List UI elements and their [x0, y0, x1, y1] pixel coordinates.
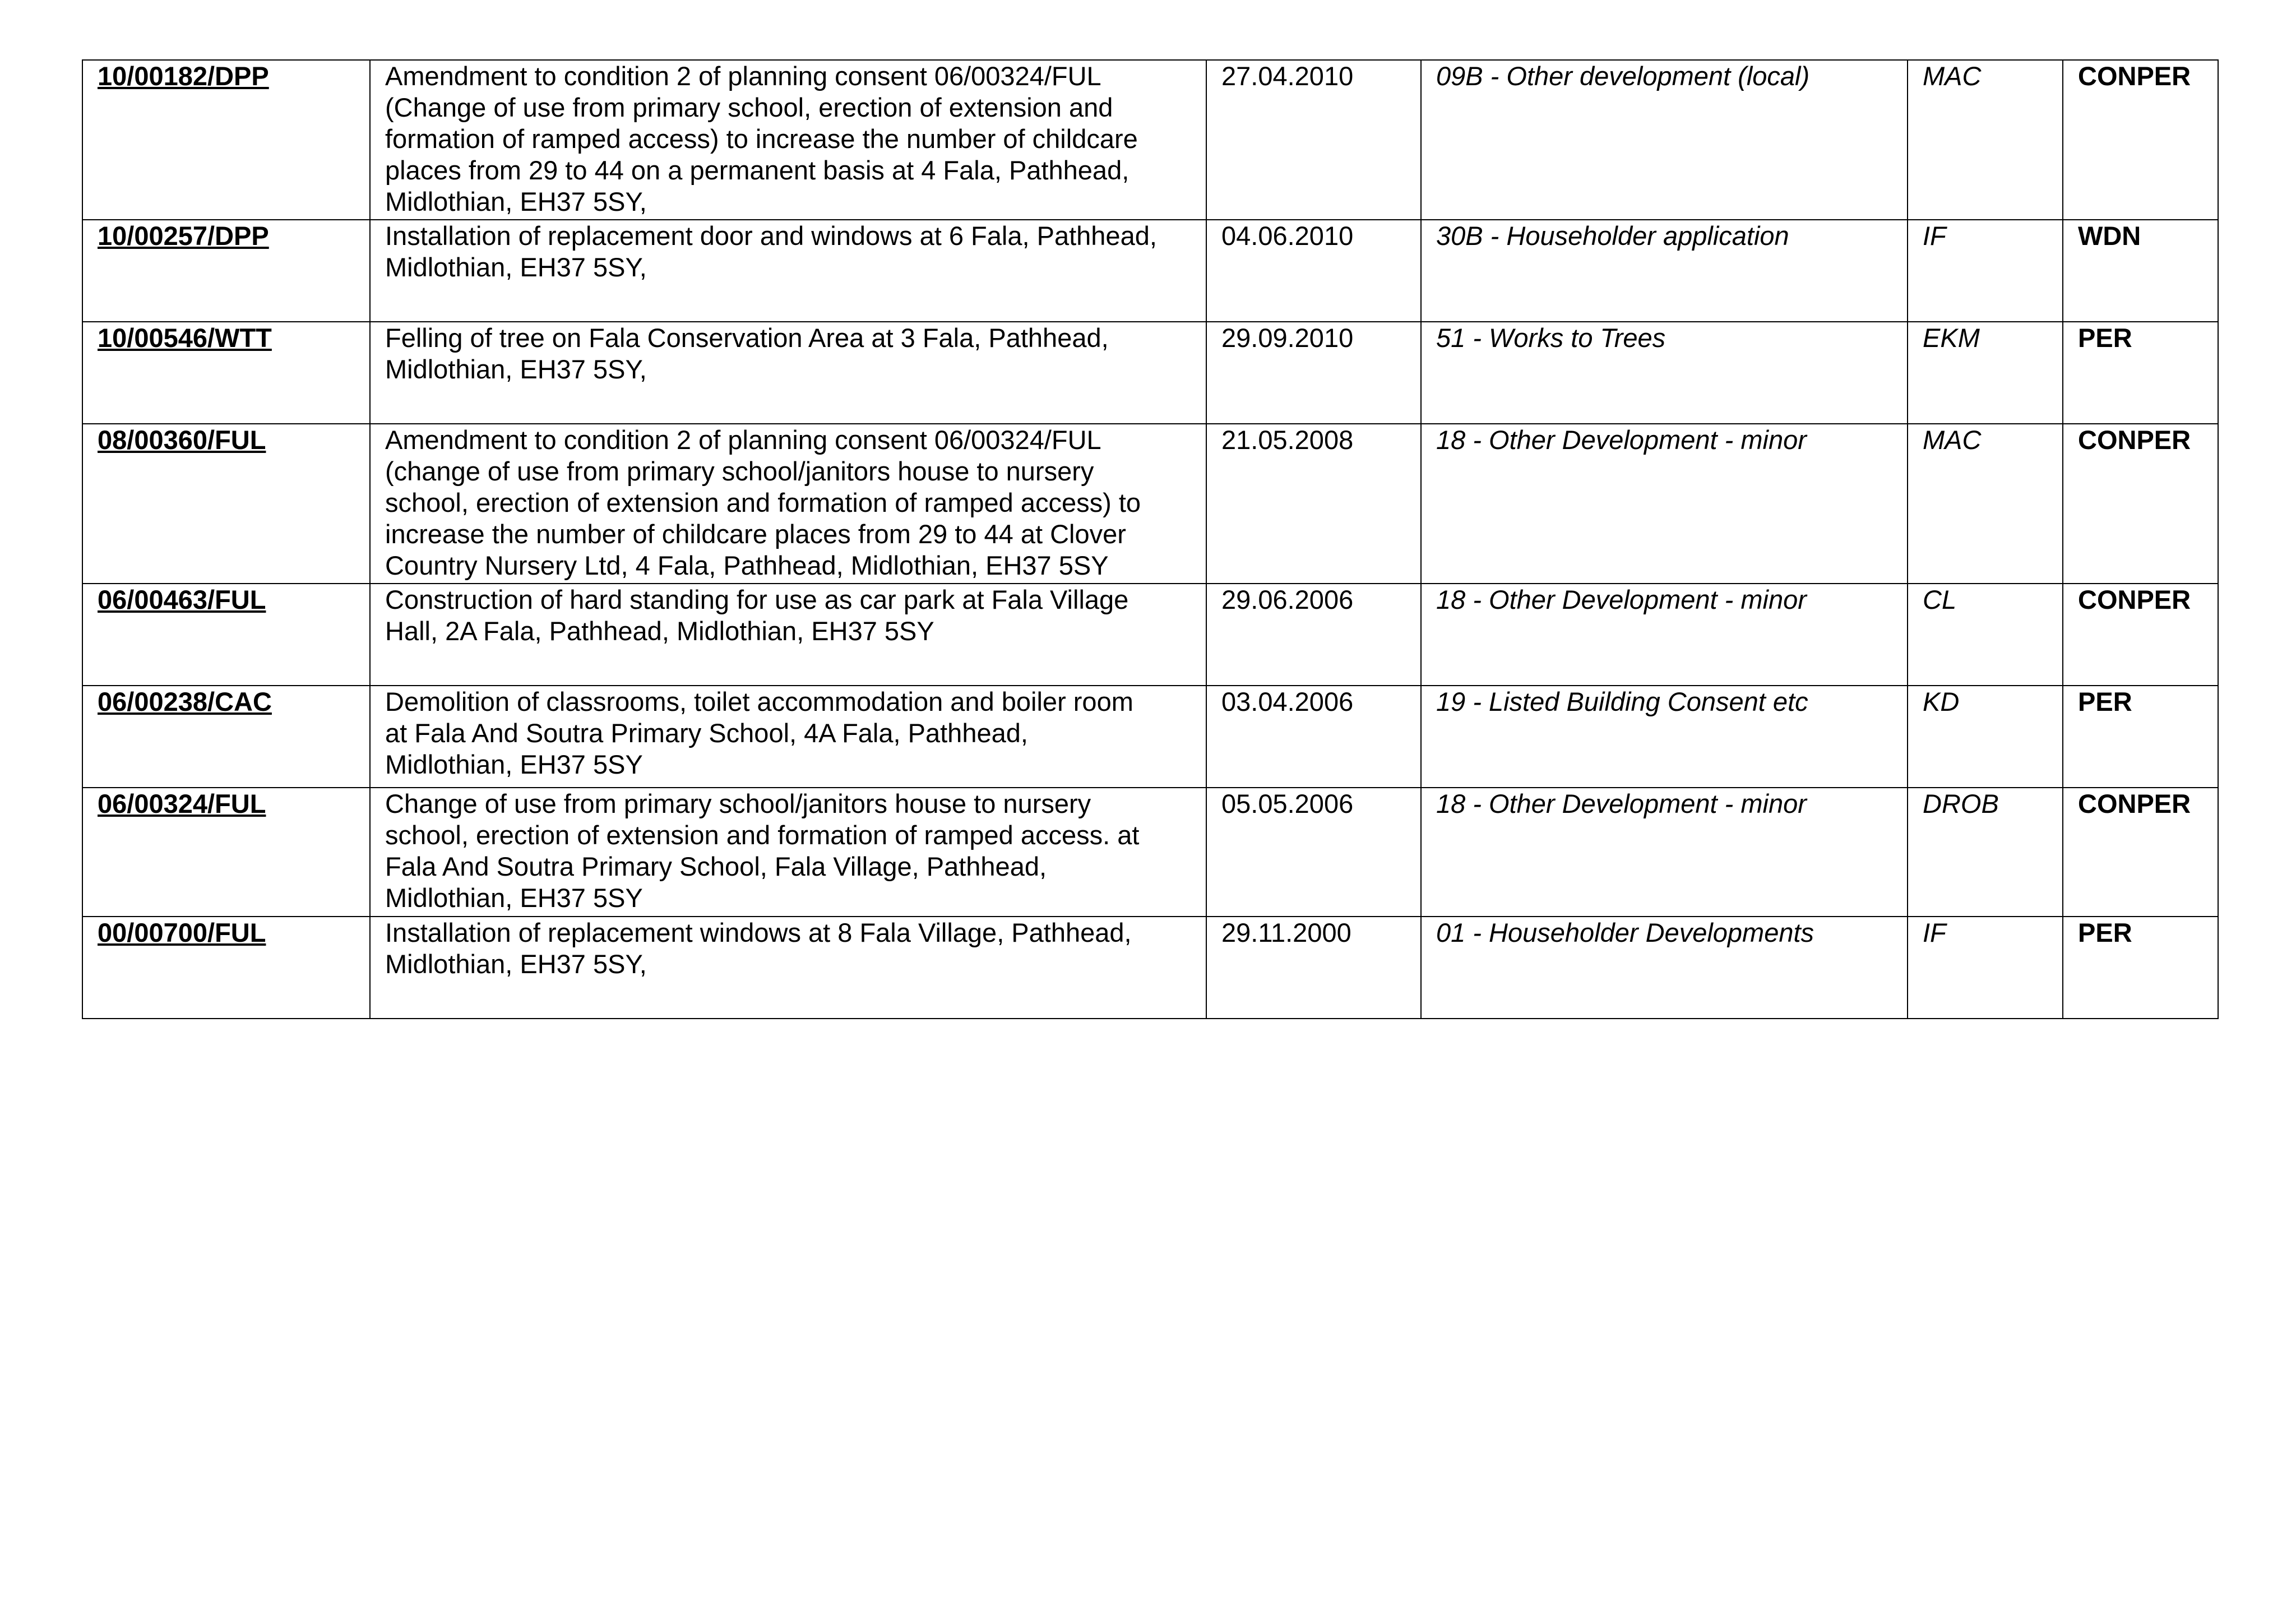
application-date: 29.06.2006: [1221, 585, 1354, 614]
decision-cell: [2063, 584, 2218, 686]
decision-cell: [2063, 424, 2218, 584]
case-officer: IF: [1923, 918, 1946, 947]
decision-code: PER: [2078, 918, 2132, 947]
application-reference-link[interactable]: 10/00546/WTT: [98, 323, 272, 353]
table-row: [82, 220, 2218, 322]
case-officer: DROB: [1923, 789, 1999, 818]
table-row: [82, 322, 2218, 424]
application-type: 18 - Other Development - minor: [1436, 425, 1807, 455]
table-row: [82, 788, 2218, 917]
type-cell: [1421, 322, 1908, 424]
description-line: places from 29 to 44 on a permanent basis at 4 Fala, Pathhead,: [385, 155, 1130, 185]
officer-cell: [1908, 686, 2063, 788]
description-line: school, erection of extension and formation of ramped access. at: [385, 820, 1140, 850]
case-officer: MAC: [1923, 61, 1982, 91]
description-line: Construction of hard standing for use as car park at Fala Village: [385, 585, 1129, 614]
application-reference-link[interactable]: 00/00700/FUL: [98, 918, 266, 947]
decision-cell: [2063, 322, 2218, 424]
reference-cell: [82, 60, 370, 220]
decision-code: CONPER: [2078, 789, 2191, 818]
application-date: 27.04.2010: [1221, 61, 1354, 91]
application-type: 01 - Householder Developments: [1436, 918, 1814, 947]
reference-cell: [82, 686, 370, 788]
application-type: 18 - Other Development - minor: [1436, 585, 1807, 614]
application-reference-link[interactable]: 10/00182/DPP: [98, 61, 269, 91]
description-line: Installation of replacement door and windows at 6 Fala, Pathhead,: [385, 221, 1157, 251]
case-officer: KD: [1923, 687, 1960, 716]
table-row: [82, 60, 2218, 220]
decision-code: CONPER: [2078, 585, 2191, 614]
officer-cell: [1908, 60, 2063, 220]
decision-code: PER: [2078, 323, 2132, 353]
description-cell: [370, 686, 1206, 788]
description-cell: [370, 788, 1206, 917]
decision-code: WDN: [2078, 221, 2141, 251]
decision-cell: [2063, 60, 2218, 220]
description-line: Demolition of classrooms, toilet accommodation and boiler room: [385, 687, 1133, 716]
table-row: [82, 424, 2218, 584]
reference-cell: [82, 322, 370, 424]
description-line: Installation of replacement windows at 8 Fala Village, Pathhead,: [385, 918, 1132, 947]
description-line: (Change of use from primary school, erection of extension and: [385, 92, 1113, 122]
description-line: Felling of tree on Fala Conservation Area at 3 Fala, Pathhead,: [385, 323, 1109, 353]
type-cell: [1421, 424, 1908, 584]
date-cell: [1206, 424, 1421, 584]
table-row: [82, 584, 2218, 686]
date-cell: [1206, 220, 1421, 322]
description-cell: [370, 322, 1206, 424]
description-line: increase the number of childcare places from 29 to 44 at Clover: [385, 519, 1126, 549]
description-line: Amendment to condition 2 of planning consent 06/00324/FUL: [385, 61, 1101, 91]
application-type: 30B - Householder application: [1436, 221, 1789, 251]
case-officer: EKM: [1923, 323, 1980, 353]
officer-cell: [1908, 424, 2063, 584]
type-cell: [1421, 788, 1908, 917]
description-line: Change of use from primary school/janitors house to nursery: [385, 789, 1091, 818]
description-line: Fala And Soutra Primary School, Fala Village, Pathhead,: [385, 852, 1047, 881]
description-line: Midlothian, EH37 5SY,: [385, 187, 647, 216]
date-cell: [1206, 60, 1421, 220]
description-cell: [370, 917, 1206, 1019]
type-cell: [1421, 917, 1908, 1019]
application-reference-link[interactable]: 06/00463/FUL: [98, 585, 266, 614]
case-officer: MAC: [1923, 425, 1982, 455]
decision-cell: [2063, 788, 2218, 917]
application-reference-link[interactable]: 06/00238/CAC: [98, 687, 272, 716]
decision-cell: [2063, 686, 2218, 788]
reference-cell: [82, 917, 370, 1019]
table-body: [82, 60, 2218, 1019]
date-cell: [1206, 686, 1421, 788]
decision-code: PER: [2078, 687, 2132, 716]
reference-cell: [82, 424, 370, 584]
description-line: (change of use from primary school/janitors house to nursery: [385, 456, 1094, 486]
application-type: 18 - Other Development - minor: [1436, 789, 1807, 818]
description-cell: [370, 60, 1206, 220]
description-line: formation of ramped access) to increase the number of childcare: [385, 124, 1138, 154]
application-type: 09B - Other development (local): [1436, 61, 1810, 91]
table-row: [82, 917, 2218, 1019]
description-line: Hall, 2A Fala, Pathhead, Midlothian, EH37 5SY: [385, 616, 934, 646]
application-date: 21.05.2008: [1221, 425, 1354, 455]
officer-cell: [1908, 917, 2063, 1019]
reference-cell: [82, 220, 370, 322]
decision-cell: [2063, 917, 2218, 1019]
description-line: Country Nursery Ltd, 4 Fala, Pathhead, Midlothian, EH37 5SY: [385, 550, 1109, 580]
decision-code: CONPER: [2078, 61, 2191, 91]
type-cell: [1421, 60, 1908, 220]
application-reference-link[interactable]: 10/00257/DPP: [98, 221, 269, 251]
description-cell: [370, 584, 1206, 686]
type-cell: [1421, 686, 1908, 788]
type-cell: [1421, 584, 1908, 686]
description-line: Midlothian, EH37 5SY,: [385, 949, 647, 979]
officer-cell: [1908, 322, 2063, 424]
description-line: at Fala And Soutra Primary School, 4A Fala, Pathhead,: [385, 718, 1028, 748]
description-line: Midlothian, EH37 5SY: [385, 883, 643, 913]
date-cell: [1206, 322, 1421, 424]
officer-cell: [1908, 788, 2063, 917]
decision-cell: [2063, 220, 2218, 322]
reference-cell: [82, 584, 370, 686]
application-reference-link[interactable]: 06/00324/FUL: [98, 789, 266, 818]
date-cell: [1206, 584, 1421, 686]
application-date: 29.11.2000: [1221, 918, 1351, 947]
description-line: Midlothian, EH37 5SY,: [385, 354, 647, 384]
officer-cell: [1908, 220, 2063, 322]
planning-applications-table: [82, 59, 2219, 1019]
description-line: Amendment to condition 2 of planning consent 06/00324/FUL: [385, 425, 1101, 455]
type-cell: [1421, 220, 1908, 322]
application-date: 05.05.2006: [1221, 789, 1354, 818]
officer-cell: [1908, 584, 2063, 686]
application-type: 19 - Listed Building Consent etc: [1436, 687, 1808, 716]
description-line: Midlothian, EH37 5SY: [385, 749, 643, 779]
application-reference-link[interactable]: 08/00360/FUL: [98, 425, 266, 455]
reference-cell: [82, 788, 370, 917]
description-line: Midlothian, EH37 5SY,: [385, 252, 647, 282]
application-date: 29.09.2010: [1221, 323, 1354, 353]
case-officer: CL: [1923, 585, 1957, 614]
decision-code: CONPER: [2078, 425, 2191, 455]
application-type: 51 - Works to Trees: [1436, 323, 1666, 353]
description-line: school, erection of extension and formation of ramped access) to: [385, 488, 1141, 517]
description-cell: [370, 424, 1206, 584]
description-cell: [370, 220, 1206, 322]
application-date: 04.06.2010: [1221, 221, 1354, 251]
date-cell: [1206, 788, 1421, 917]
case-officer: IF: [1923, 221, 1946, 251]
table-row: [82, 686, 2218, 788]
date-cell: [1206, 917, 1421, 1019]
application-date: 03.04.2006: [1221, 687, 1354, 716]
